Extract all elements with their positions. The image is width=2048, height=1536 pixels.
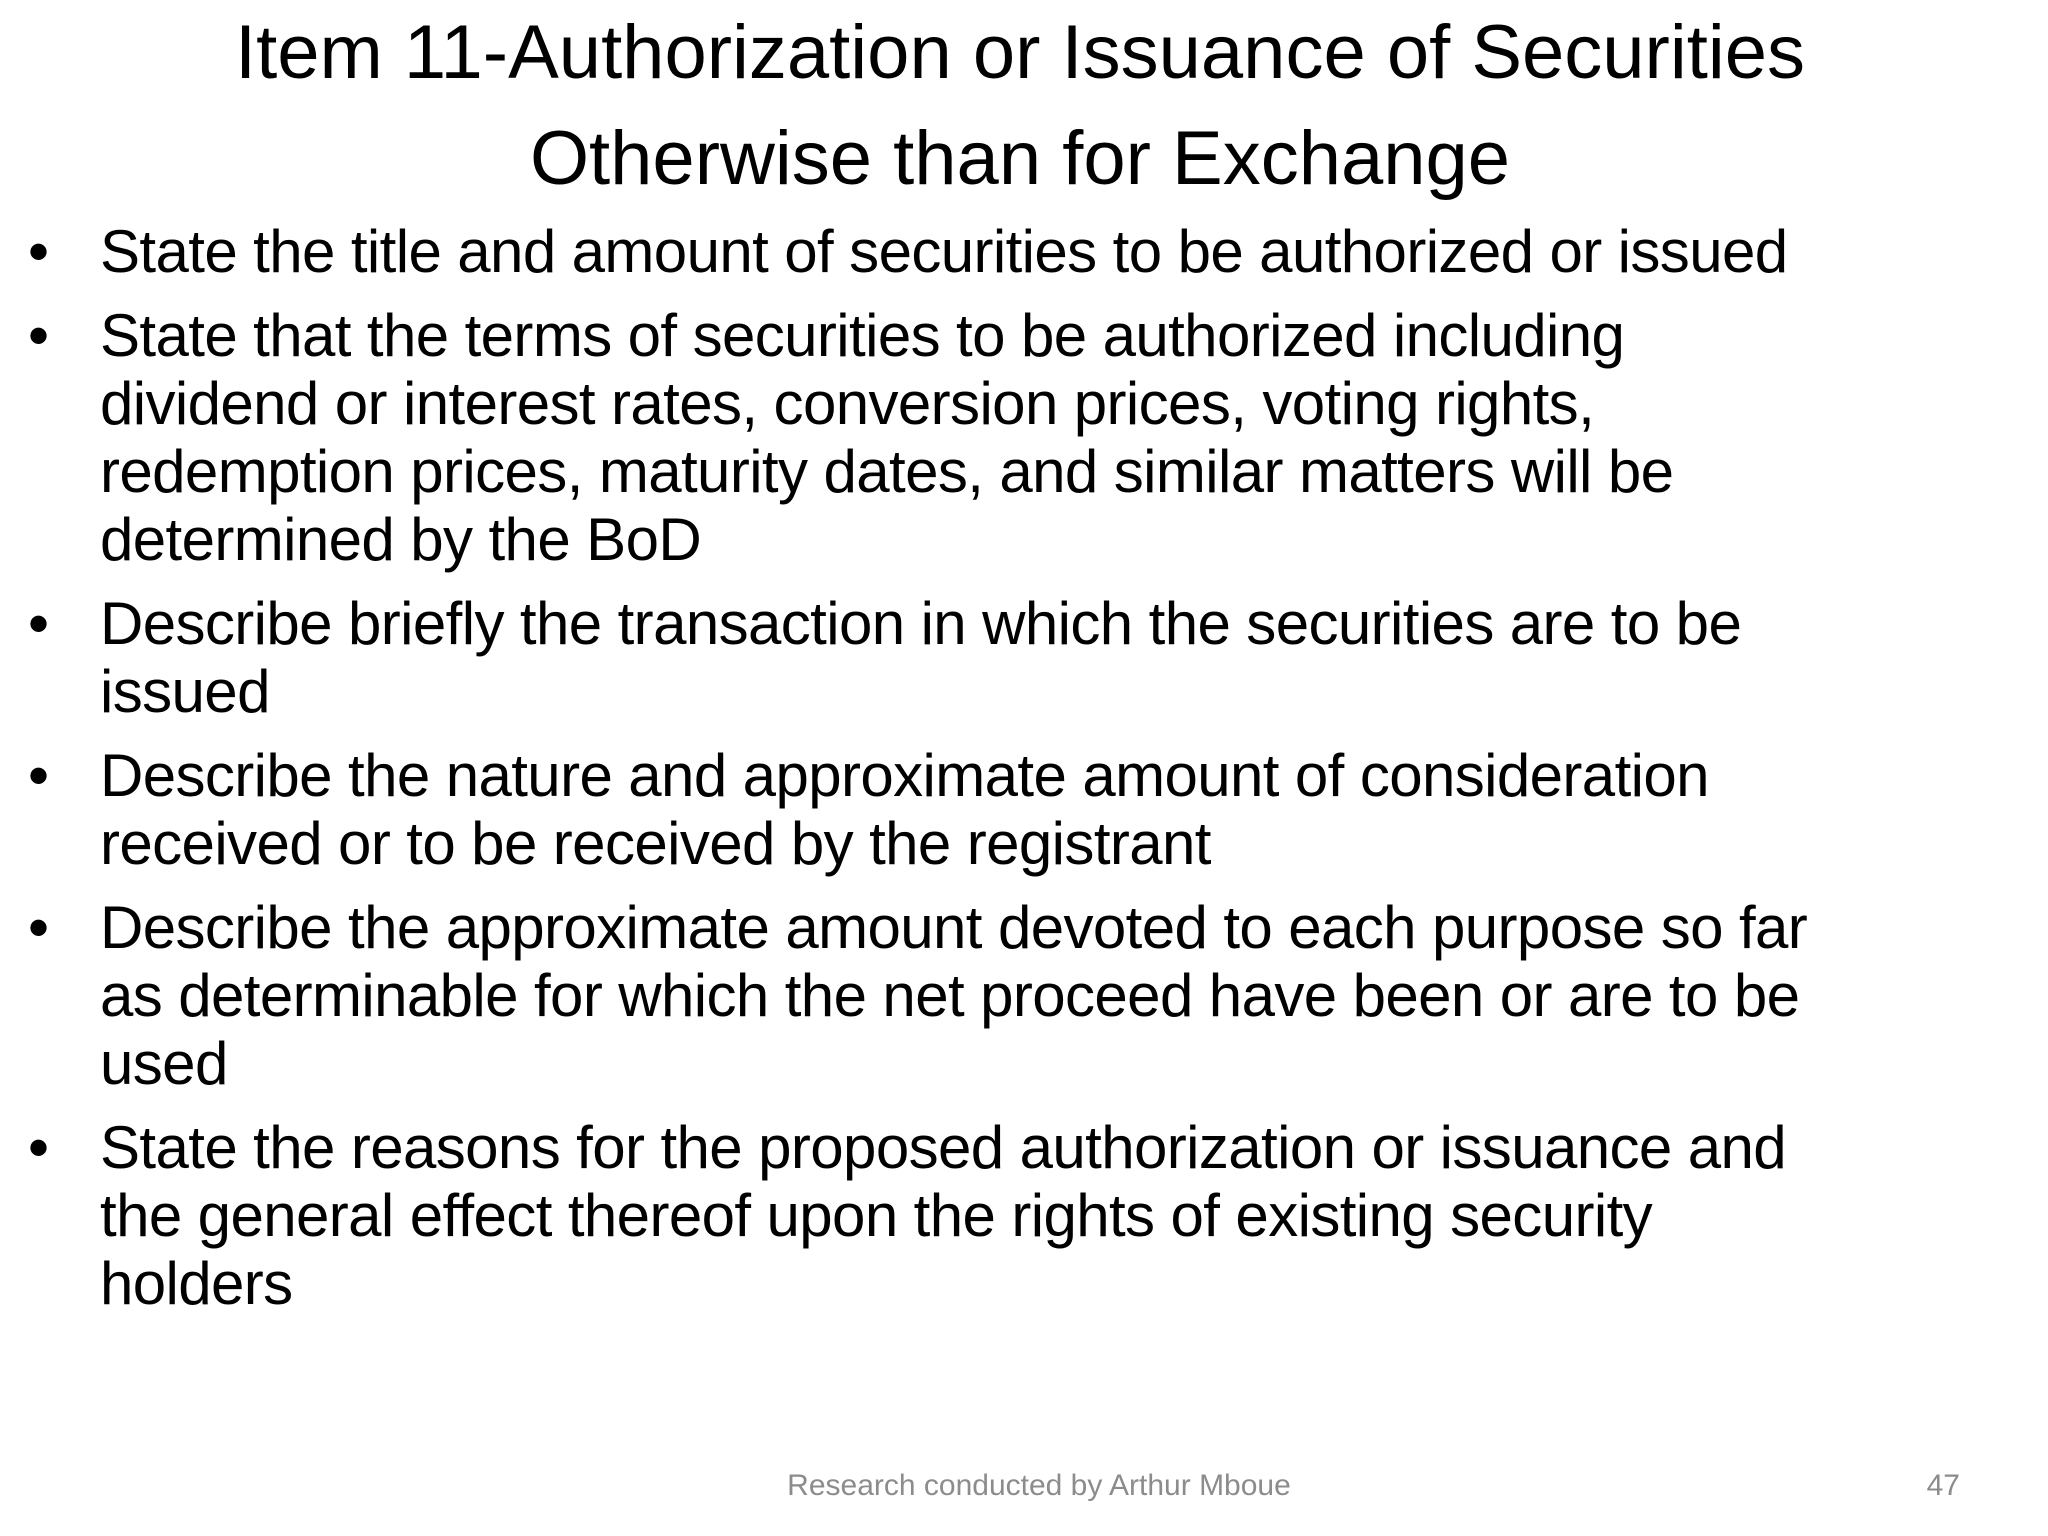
bullet-text-line: Describe briefly the transaction in which the securities are to be: [100, 590, 1742, 657]
title-line: Item 11-Authorization or Issuance of Securities: [234, 10, 1806, 95]
bullet-item: [24, 218, 2024, 286]
bullet-dot-icon: •: [28, 1114, 50, 1181]
bullet-text-line: determined by the BoD: [100, 506, 702, 573]
bullet-dot-icon: •: [28, 218, 50, 285]
bullet-text-line: Describe the approximate amount devoted to each purpose so far: [100, 894, 1808, 961]
bullet-text-line: received or to be received by the registrant: [100, 810, 1211, 877]
bullet-text-line: as determinable for which the net proceed have been or are to be: [100, 962, 1800, 1029]
bullet-text-line: issued: [100, 658, 270, 725]
bullet-item: [24, 302, 2024, 574]
bullet-text-line: State the title and amount of securities to be authorized or issued: [100, 218, 1788, 285]
footer-text: Research conducted by Arthur Mboue: [787, 1469, 1291, 1502]
bullet-text-line: used: [100, 1030, 228, 1097]
bullet-text-line: dividend or interest rates, conversion prices, voting rights,: [100, 370, 1595, 437]
bullet-item: [24, 742, 2024, 878]
bullet-text-line: Describe the nature and approximate amount of consideration: [100, 742, 1709, 809]
bullet-text-line: State the reasons for the proposed authorization or issuance and: [100, 1114, 1787, 1181]
bullet-text-line: the general effect thereof upon the rights of existing security: [100, 1182, 1653, 1249]
bullet-item: [24, 1114, 2024, 1318]
bullet-list: [24, 218, 2024, 1334]
bullet-dot-icon: •: [28, 590, 50, 657]
slide-number: 47: [1926, 1469, 1960, 1502]
bullet-dot-icon: •: [28, 742, 50, 809]
slide-title: [0, 0, 2040, 212]
bullet-item: [24, 590, 2024, 726]
bullet-dot-icon: •: [28, 894, 50, 961]
bullet-text-line: redemption prices, maturity dates, and similar matters will be: [100, 438, 1674, 505]
bullet-dot-icon: •: [28, 302, 50, 369]
bullet-text-line: State that the terms of securities to be authorized including: [100, 302, 1625, 369]
bullet-item: [24, 894, 2024, 1098]
bullet-text-line: holders: [100, 1250, 293, 1317]
title-line: Otherwise than for Exchange: [529, 116, 1511, 201]
